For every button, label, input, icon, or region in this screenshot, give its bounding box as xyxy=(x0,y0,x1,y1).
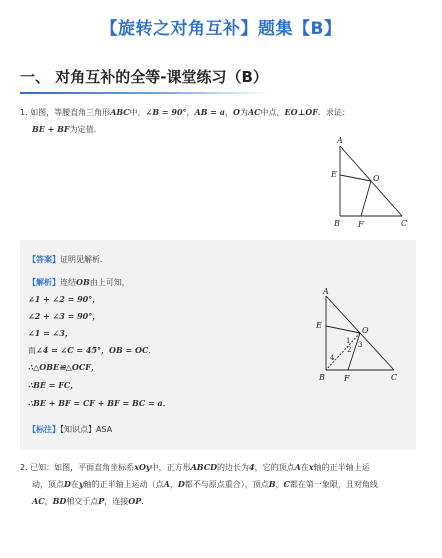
analysis-row-4: ∠1 = ∠3， xyxy=(28,328,73,338)
section-heading: 一、 对角互补的全等-课堂练习（B） xyxy=(20,68,268,86)
answer-tag: 【答案】 xyxy=(28,255,60,264)
question-1-line-2: BE + BF为定值． xyxy=(32,124,102,134)
page-title: 【旋转之对角互补】题集【B】 xyxy=(100,19,342,39)
question-number: 2. xyxy=(20,463,28,472)
angle-label-2: 2 xyxy=(347,346,352,354)
label-c: C xyxy=(401,219,408,228)
label-e: E xyxy=(316,321,322,330)
label-e: E xyxy=(331,170,337,179)
label-f: F xyxy=(344,374,350,383)
question-1: 1. 如图，等腰直角三角形ABC中，∠B = 90°，AB = a，O为AC中点，EO⊥OF．求证： xyxy=(20,107,350,117)
analysis-row-5: 而∠4 = ∠C = 45°，OB = OC． xyxy=(28,345,157,355)
analysis-tag: 【解析】 xyxy=(28,278,60,287)
question-2-line-3: AC，BD相交于点P，连接OP． xyxy=(32,496,150,506)
analysis-row-1: 【解析】连结OB由上可知， xyxy=(28,277,130,287)
angle-label-1: 1 xyxy=(346,337,351,345)
label-o: O xyxy=(373,174,380,183)
angle-label-4: 4 xyxy=(330,354,335,362)
label-b: B xyxy=(334,219,340,228)
analysis-row-6: ∴△OBE≌△OCF， xyxy=(28,362,99,372)
label-a: A xyxy=(323,288,329,296)
label-c: C xyxy=(391,373,398,382)
question-2 xyxy=(20,459,424,510)
answer-row: 【答案】证明见解析． xyxy=(28,255,108,264)
angle-label-3: 3 xyxy=(358,341,363,349)
label-a: A xyxy=(337,136,343,145)
label-f: F xyxy=(358,220,364,229)
note-tag: 【标注】 xyxy=(28,425,60,434)
analysis-row-2: ∠1 + ∠2 = 90°， xyxy=(28,294,101,304)
figure-2-triangle xyxy=(310,288,410,384)
question-2-line-2: 动，顶点D在y轴的正半轴上运动（点A，D都不与原点重合），顶点B，C都在第一象限，且对角线 xyxy=(32,479,378,489)
analysis-row-3: ∠2 + ∠3 = 90°， xyxy=(28,311,101,321)
figure-1-triangle xyxy=(322,134,414,230)
note-row: 【标注】【知识点】ASA xyxy=(28,425,113,434)
question-2-line-1: 2. 已知：如图，平面直角坐标系xOy中，正方形ABCD的边长为4，它的顶点A在x轴的正半轴上运 xyxy=(20,462,370,472)
analysis-row-8: ∴BE + BF = CF + BF = BC = a． xyxy=(28,398,171,408)
label-b: B xyxy=(319,373,325,382)
label-o: O xyxy=(362,326,369,335)
analysis-row-7: ∴BE = FC， xyxy=(28,380,79,390)
section-underline xyxy=(20,92,270,94)
question-number: 1. xyxy=(20,108,28,117)
